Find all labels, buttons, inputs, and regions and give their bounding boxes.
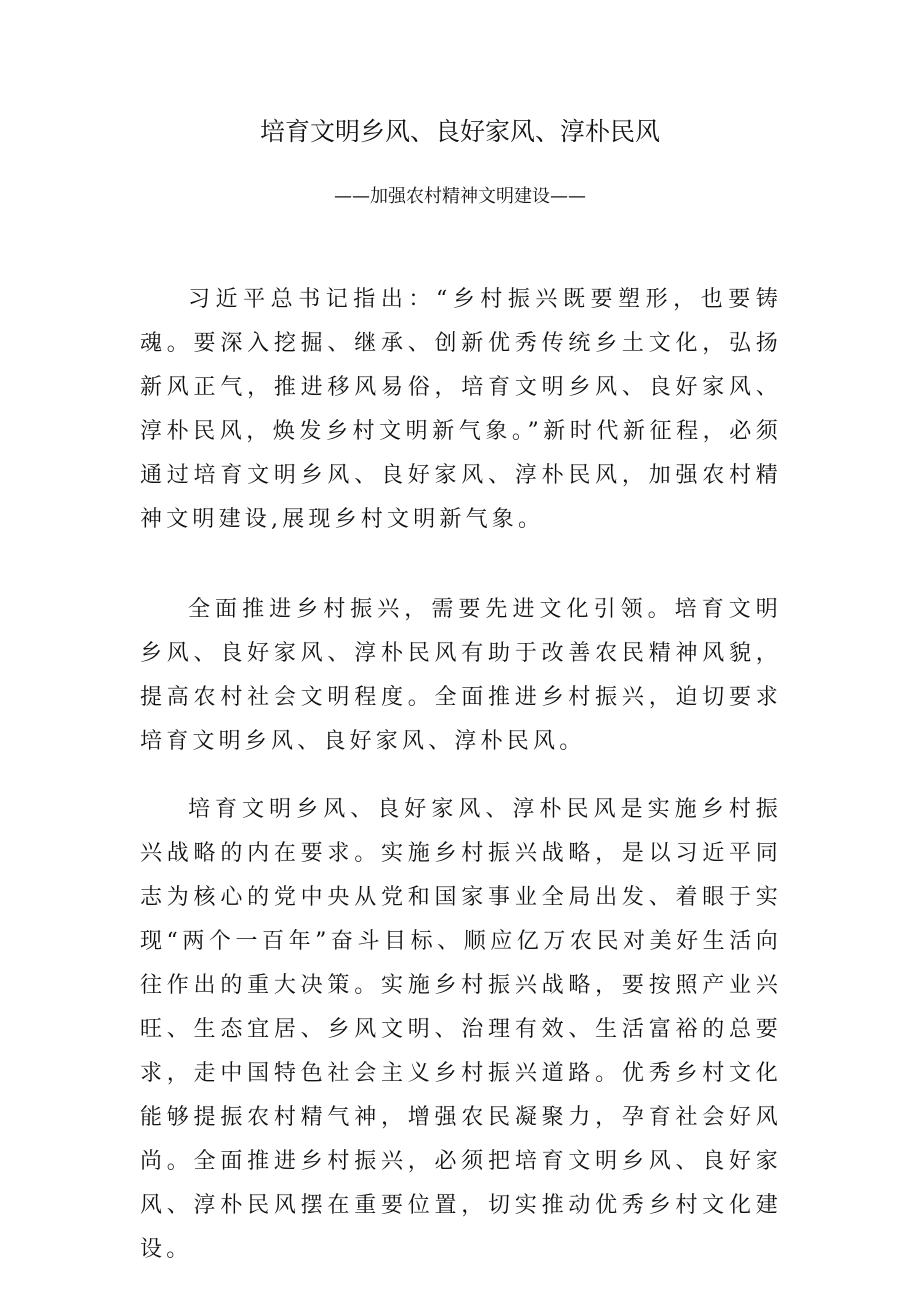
document-subtitle: ——加强农村精神文明建设——: [334, 186, 586, 207]
paragraph-1: 习近平总书记指出：“乡村振兴既要塑形，也要铸魂。要深入挖掘、继承、创新优秀传统乡土文化，弘扬新风正气，推进移风易俗，培育文明乡风、良好家风、淳朴民风，焕发乡村文明新气象。”新时代新征程，必须通过培育文明乡风、良好家风、淳朴民风，加强农村精神文明建设,展现乡村文明新气象。: [140, 287, 782, 532]
paragraph-2: 全面推进乡村振兴，需要先进文化引领。培育文明乡风、良好家风、淳朴民风有助于改善农民精神风貌，提高农村社会文明程度。全面推进乡村振兴，迫切要求培育文明乡风、良好家风、淳朴民风。: [140, 597, 782, 754]
document-title: 培育文明乡风、良好家风、淳朴民风: [259, 117, 660, 146]
paragraph-3: 培育文明乡风、良好家风、淳朴民风是实施乡村振兴战略的内在要求。实施乡村振兴战略，是以习近平同志为核心的党中央从党和国家事业全局出发、着眼于实现“两个一百年”奋斗目标、顺应亿万农民对美好生活向往作出的重大决策。实施乡村振兴战略，要按照产业兴旺、生态宜居、乡风文明、治理有效、生活富裕的总要求，走中国特色社会主义乡村振兴道路。优秀乡村文化能够提振农村精气神，增强农民凝聚力，孕育社会好风尚。全面推进乡村振兴，必须把培育文明乡风、良好家风、淳朴民风摆在重要位置，切实推动优秀乡村文化建设。: [140, 797, 782, 1262]
